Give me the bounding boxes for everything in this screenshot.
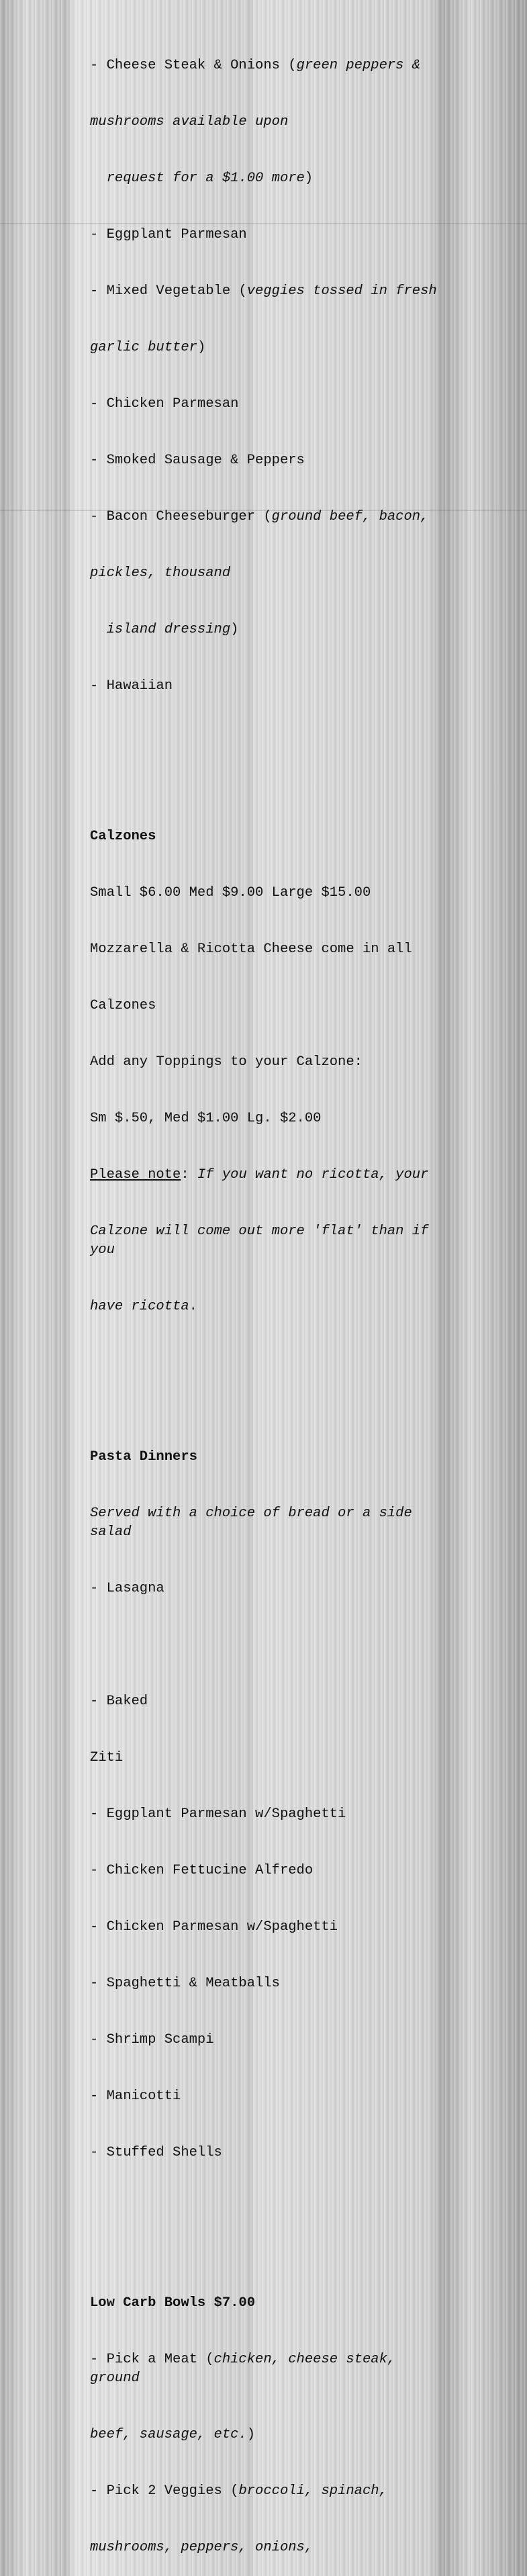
item-name: - Pick 2 Veggies ( [90,2483,239,2499]
menu-item-pasta: - Shrimp Scampi [90,2032,214,2048]
item-paren: ) [304,171,314,186]
menu-item-chicken-parmesan: - Chicken Parmesan [90,396,239,412]
menu-item-bacon-cheeseburger [90,508,439,526]
blank-line [90,733,439,752]
item-note: beef, sausage, etc. [90,2427,247,2442]
menu-item-pasta: Ziti [90,1750,124,1765]
item-note: broccoli, spinach, [238,2483,387,2499]
calzone-please-note [90,1166,439,1185]
calzone-cheese-note: Calzones [90,998,156,1013]
item-note: chicken, cheese steak, ground [90,2352,404,2386]
menu-item-cheese-steak [90,56,439,75]
blank-line [90,2200,439,2219]
item-note: green peppers & [296,58,421,73]
menu-item-pasta: - Spaghetti & Meatballs [90,1976,280,1991]
item-note-line [90,169,439,188]
item-note: request for a $1.00 more [90,171,305,186]
item-note-line [90,2426,439,2444]
item-note-line [90,620,439,639]
calzone-sizes: Small $6.00 Med $9.00 Large $15.00 [90,885,371,901]
item-paren: ) [230,622,239,637]
menu-item-pasta: - Chicken Fettucine Alfredo [90,1863,314,1878]
note-text: If you want no ricotta, your [197,1167,429,1183]
menu-item-pasta: - Baked [90,1694,148,1709]
item-note: pickles, thousand [90,565,231,581]
menu-item-hawaiian: - Hawaiian [90,678,173,694]
item-name: - Cheese Steak & Onions ( [90,58,297,73]
menu-item-pasta: - Eggplant Parmesan w/Spaghetti [90,1806,346,1822]
menu-item-pick-veggies [90,2482,439,2501]
item-note: mushrooms, peppers, onions, [90,2540,314,2555]
blank-line [90,1354,439,1373]
blank-line [90,1636,439,1655]
item-note: garlic butter [90,340,197,355]
menu-text [90,0,439,2576]
item-name: - Mixed Vegetable ( [90,283,247,299]
menu-item-pasta: - Manicotti [90,2088,181,2104]
period: . [189,1299,197,1314]
calzone-topping-prices: Sm $.50, Med $1.00 Lg. $2.00 [90,1111,322,1126]
item-note-line [90,338,439,357]
menu-item-mixed-vegetable [90,282,439,301]
item-note: mushrooms available upon [90,114,289,130]
item-name: - Pick a Meat ( [90,2352,214,2367]
note-text-line [90,1297,439,1316]
pasta-subheading: Served with a choice of bread or a side salad [90,1506,421,1540]
item-name: - Bacon Cheeseburger ( [90,509,272,524]
calzone-cheese-note: Mozzarella & Ricotta Cheese come in all [90,941,412,957]
item-note: ground beef, bacon, [271,509,429,524]
menu-item-pasta: - Chicken Parmesan w/Spaghetti [90,1919,338,1935]
menu-item-smoked-sausage: - Smoked Sausage & Peppers [90,453,305,468]
menu-item-pick-meat [90,2350,439,2388]
item-paren: ) [246,2427,256,2442]
note-text: have ricotta [90,1299,189,1314]
colon: : [181,1167,197,1183]
section-heading-low-carb: Low Carb Bowls $7.00 [90,2295,256,2311]
menu-item-pasta: - Stuffed Shells [90,2145,222,2160]
calzone-toppings: Add any Toppings to your Calzone: [90,1054,363,1070]
note-text: Calzone will come out more 'flat' than if you [90,1224,437,1258]
section-heading-pasta: Pasta Dinners [90,1449,197,1465]
please-note-label: Please note [90,1167,181,1183]
item-note: veggies tossed in fresh [246,283,437,299]
item-paren: ) [197,340,206,355]
item-note: island dressing [90,622,231,637]
section-heading-calzones: Calzones [90,829,156,844]
menu-item-eggplant: - Eggplant Parmesan [90,227,247,242]
menu-item-pasta: - Lasagna [90,1581,164,1596]
